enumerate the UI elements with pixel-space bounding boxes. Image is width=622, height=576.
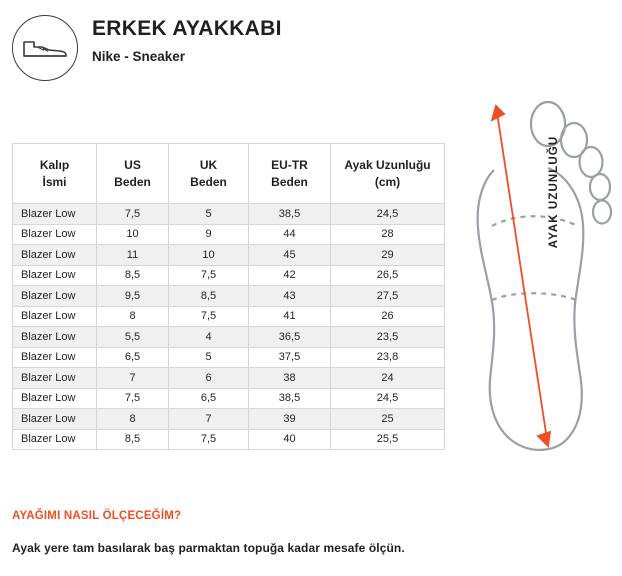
foot-length-label: AYAK UZUNLUĞU <box>548 135 560 249</box>
foot-diagram <box>452 86 614 486</box>
column-header-line2: İsmi <box>42 174 67 189</box>
table-row <box>13 245 445 266</box>
cell-mold: Blazer Low <box>13 368 97 389</box>
column-header-line2: Beden <box>114 174 151 189</box>
cell-us: 6,5 <box>97 347 169 368</box>
size-table-container <box>12 143 444 450</box>
cell-mold: Blazer Low <box>13 429 97 450</box>
cell-cm: 24,5 <box>331 388 445 409</box>
cell-uk: 5 <box>169 347 249 368</box>
measure-heading: AYAĞIMI NASIL ÖLÇECEĞİM? <box>12 510 182 522</box>
cell-uk: 10 <box>169 245 249 266</box>
cell-cm: 25 <box>331 409 445 430</box>
table-row <box>13 265 445 286</box>
page-subtitle: Nike - Sneaker <box>92 49 186 64</box>
cell-eu: 43 <box>249 286 331 307</box>
cell-eu: 45 <box>249 245 331 266</box>
table-row <box>13 327 445 348</box>
cell-uk: 7,5 <box>169 265 249 286</box>
foot-outline-icon <box>452 86 614 486</box>
cell-cm: 24,5 <box>331 204 445 225</box>
column-header-line1: UK <box>199 158 218 173</box>
table-row <box>13 347 445 368</box>
cell-mold: Blazer Low <box>13 224 97 245</box>
cell-mold: Blazer Low <box>13 204 97 225</box>
cell-uk: 7,5 <box>169 429 249 450</box>
cell-eu: 42 <box>249 265 331 286</box>
cell-cm: 26,5 <box>331 265 445 286</box>
cell-mold: Blazer Low <box>13 245 97 266</box>
cell-eu: 37,5 <box>249 347 331 368</box>
column-header-line2: Beden <box>271 174 308 189</box>
table-row <box>13 368 445 389</box>
table-row <box>13 224 445 245</box>
column-header-eu-tr <box>249 144 331 204</box>
cell-eu: 39 <box>249 409 331 430</box>
column-header-line1: Ayak Uzunluğu <box>344 158 431 173</box>
cell-cm: 24 <box>331 368 445 389</box>
cell-mold: Blazer Low <box>13 265 97 286</box>
page-title: ERKEK AYAKKABI <box>92 17 282 40</box>
cell-mold: Blazer Low <box>13 388 97 409</box>
column-header-line2: Beden <box>190 174 227 189</box>
cell-uk: 5 <box>169 204 249 225</box>
cell-uk: 4 <box>169 327 249 348</box>
table-row <box>13 388 445 409</box>
cell-us: 10 <box>97 224 169 245</box>
column-header-mold <box>13 144 97 204</box>
table-body <box>13 204 445 450</box>
cell-us: 9,5 <box>97 286 169 307</box>
cell-mold: Blazer Low <box>13 347 97 368</box>
cell-uk: 8,5 <box>169 286 249 307</box>
cell-eu: 38 <box>249 368 331 389</box>
cell-us: 8,5 <box>97 429 169 450</box>
cell-eu: 38,5 <box>249 388 331 409</box>
cell-eu: 38,5 <box>249 204 331 225</box>
cell-us: 7 <box>97 368 169 389</box>
cell-uk: 9 <box>169 224 249 245</box>
cell-cm: 27,5 <box>331 286 445 307</box>
cell-mold: Blazer Low <box>13 286 97 307</box>
cell-mold: Blazer Low <box>13 306 97 327</box>
column-header-us <box>97 144 169 204</box>
cell-uk: 6,5 <box>169 388 249 409</box>
cell-eu: 41 <box>249 306 331 327</box>
cell-cm: 25,5 <box>331 429 445 450</box>
measure-instructions: Ayak yere tam basılarak baş parmaktan topuğa kadar mesafe ölçün. <box>12 541 405 555</box>
size-table <box>12 143 445 450</box>
cell-cm: 23,5 <box>331 327 445 348</box>
cell-uk: 6 <box>169 368 249 389</box>
table-row <box>13 306 445 327</box>
column-header-line2: (cm) <box>374 174 401 189</box>
table-row <box>13 429 445 450</box>
cell-us: 8,5 <box>97 265 169 286</box>
cell-us: 8 <box>97 306 169 327</box>
table-header-row <box>13 144 445 204</box>
cell-cm: 28 <box>331 224 445 245</box>
cell-mold: Blazer Low <box>13 327 97 348</box>
cell-eu: 36,5 <box>249 327 331 348</box>
cell-cm: 23,8 <box>331 347 445 368</box>
cell-cm: 29 <box>331 245 445 266</box>
cell-uk: 7,5 <box>169 306 249 327</box>
column-header-line1: EU-TR <box>271 158 308 173</box>
cell-eu: 44 <box>249 224 331 245</box>
cell-us: 7,5 <box>97 204 169 225</box>
cell-us: 11 <box>97 245 169 266</box>
cell-eu: 40 <box>249 429 331 450</box>
cell-us: 8 <box>97 409 169 430</box>
table-row <box>13 409 445 430</box>
page-header <box>0 0 622 92</box>
table-row <box>13 286 445 307</box>
cell-uk: 7 <box>169 409 249 430</box>
cell-cm: 26 <box>331 306 445 327</box>
column-header-uk <box>169 144 249 204</box>
table-row <box>13 204 445 225</box>
column-header-line1: Kalıp <box>39 158 70 173</box>
column-header-foot-length <box>331 144 445 204</box>
table-header <box>13 144 445 204</box>
cell-mold: Blazer Low <box>13 409 97 430</box>
cell-us: 7,5 <box>97 388 169 409</box>
sneaker-icon <box>12 15 78 81</box>
column-header-line1: US <box>124 158 141 173</box>
cell-us: 5,5 <box>97 327 169 348</box>
